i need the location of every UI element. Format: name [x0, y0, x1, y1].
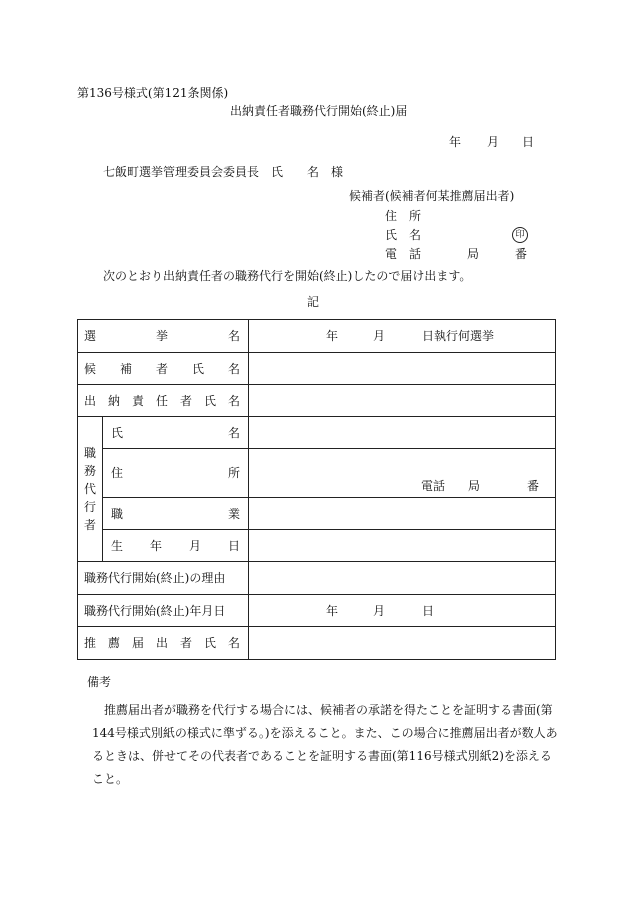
acting-name-value — [249, 417, 556, 449]
seal-mark: 印 — [512, 227, 528, 243]
treasurer-value — [249, 385, 556, 417]
addressee: 七飯町選挙管理委員会委員長 氏 名 様 — [103, 165, 344, 179]
acting-birth-row — [78, 530, 556, 562]
candidate-value — [249, 353, 556, 385]
applicant-heading: 候補者(候補者何某推薦届出者) — [349, 189, 515, 203]
reason-label: 職務代行開始(終止)の理由 — [78, 562, 249, 595]
address-label: 住 所 — [385, 209, 422, 223]
candidate-row — [78, 353, 556, 385]
acting-job-row — [78, 498, 556, 530]
reason-row — [78, 562, 556, 595]
name-label: 氏 名 — [385, 228, 422, 242]
start-date-value: 年 月 日 — [249, 595, 556, 627]
election-value: 年 月 日執行何選挙 — [249, 320, 556, 353]
document-title: 出納責任者職務代行開始(終止)届 — [230, 104, 408, 118]
remarks-heading: 備考 — [87, 675, 112, 689]
recommender-row — [78, 627, 556, 660]
date-month: 月 — [487, 135, 500, 149]
phone-station: 局 — [467, 247, 480, 261]
election-row — [78, 320, 556, 353]
intro-text: 次のとおり出納責任者の職務代行を開始(終止)したので届け出ます。 — [103, 269, 472, 283]
acting-birth-value — [249, 530, 556, 562]
notification-table — [77, 319, 556, 660]
acting-job-label: 職 業 — [103, 498, 249, 530]
election-label: 選 挙 名 — [78, 320, 249, 353]
recommender-label: 推 薦 届 出 者 氏 名 — [78, 627, 249, 660]
phone-label: 電 話 — [385, 247, 422, 261]
form-number: 第136号様式(第121条関係) — [77, 86, 229, 100]
remarks-body: 推薦届出者が職務を代行する場合には、候補者の承諾を得たことを証明する書面(第144号様式別紙の様式に準ずる。)を添えること。また、この場合に推薦届出者が数人あるときは、併せてその代表者であることを証明する書面(第116号様式別紙2)を添えること。 — [92, 703, 558, 786]
acting-person-group-label: 職 務 代 行 者 — [78, 417, 103, 562]
treasurer-label: 出 納 責 任 者 氏 名 — [78, 385, 249, 417]
reason-value — [249, 562, 556, 595]
acting-address-row — [78, 449, 556, 498]
phone-number: 番 — [515, 247, 528, 261]
date-day: 日 — [522, 135, 535, 149]
acting-address-value: 電話 局 番 — [249, 449, 556, 498]
date-year: 年 — [449, 135, 462, 149]
recommender-value — [249, 627, 556, 660]
start-date-row — [78, 595, 556, 627]
acting-name-row — [78, 417, 556, 449]
ki-mark: 記 — [307, 295, 320, 309]
acting-birth-label: 生 年 月 日 — [103, 530, 249, 562]
acting-name-label: 氏 名 — [103, 417, 249, 449]
acting-address-label: 住 所 — [103, 449, 249, 498]
treasurer-row — [78, 385, 556, 417]
candidate-label: 候 補 者 氏 名 — [78, 353, 249, 385]
acting-job-value — [249, 498, 556, 530]
remarks-section — [87, 675, 559, 791]
start-date-label: 職務代行開始(終止)年月日 — [78, 595, 249, 627]
